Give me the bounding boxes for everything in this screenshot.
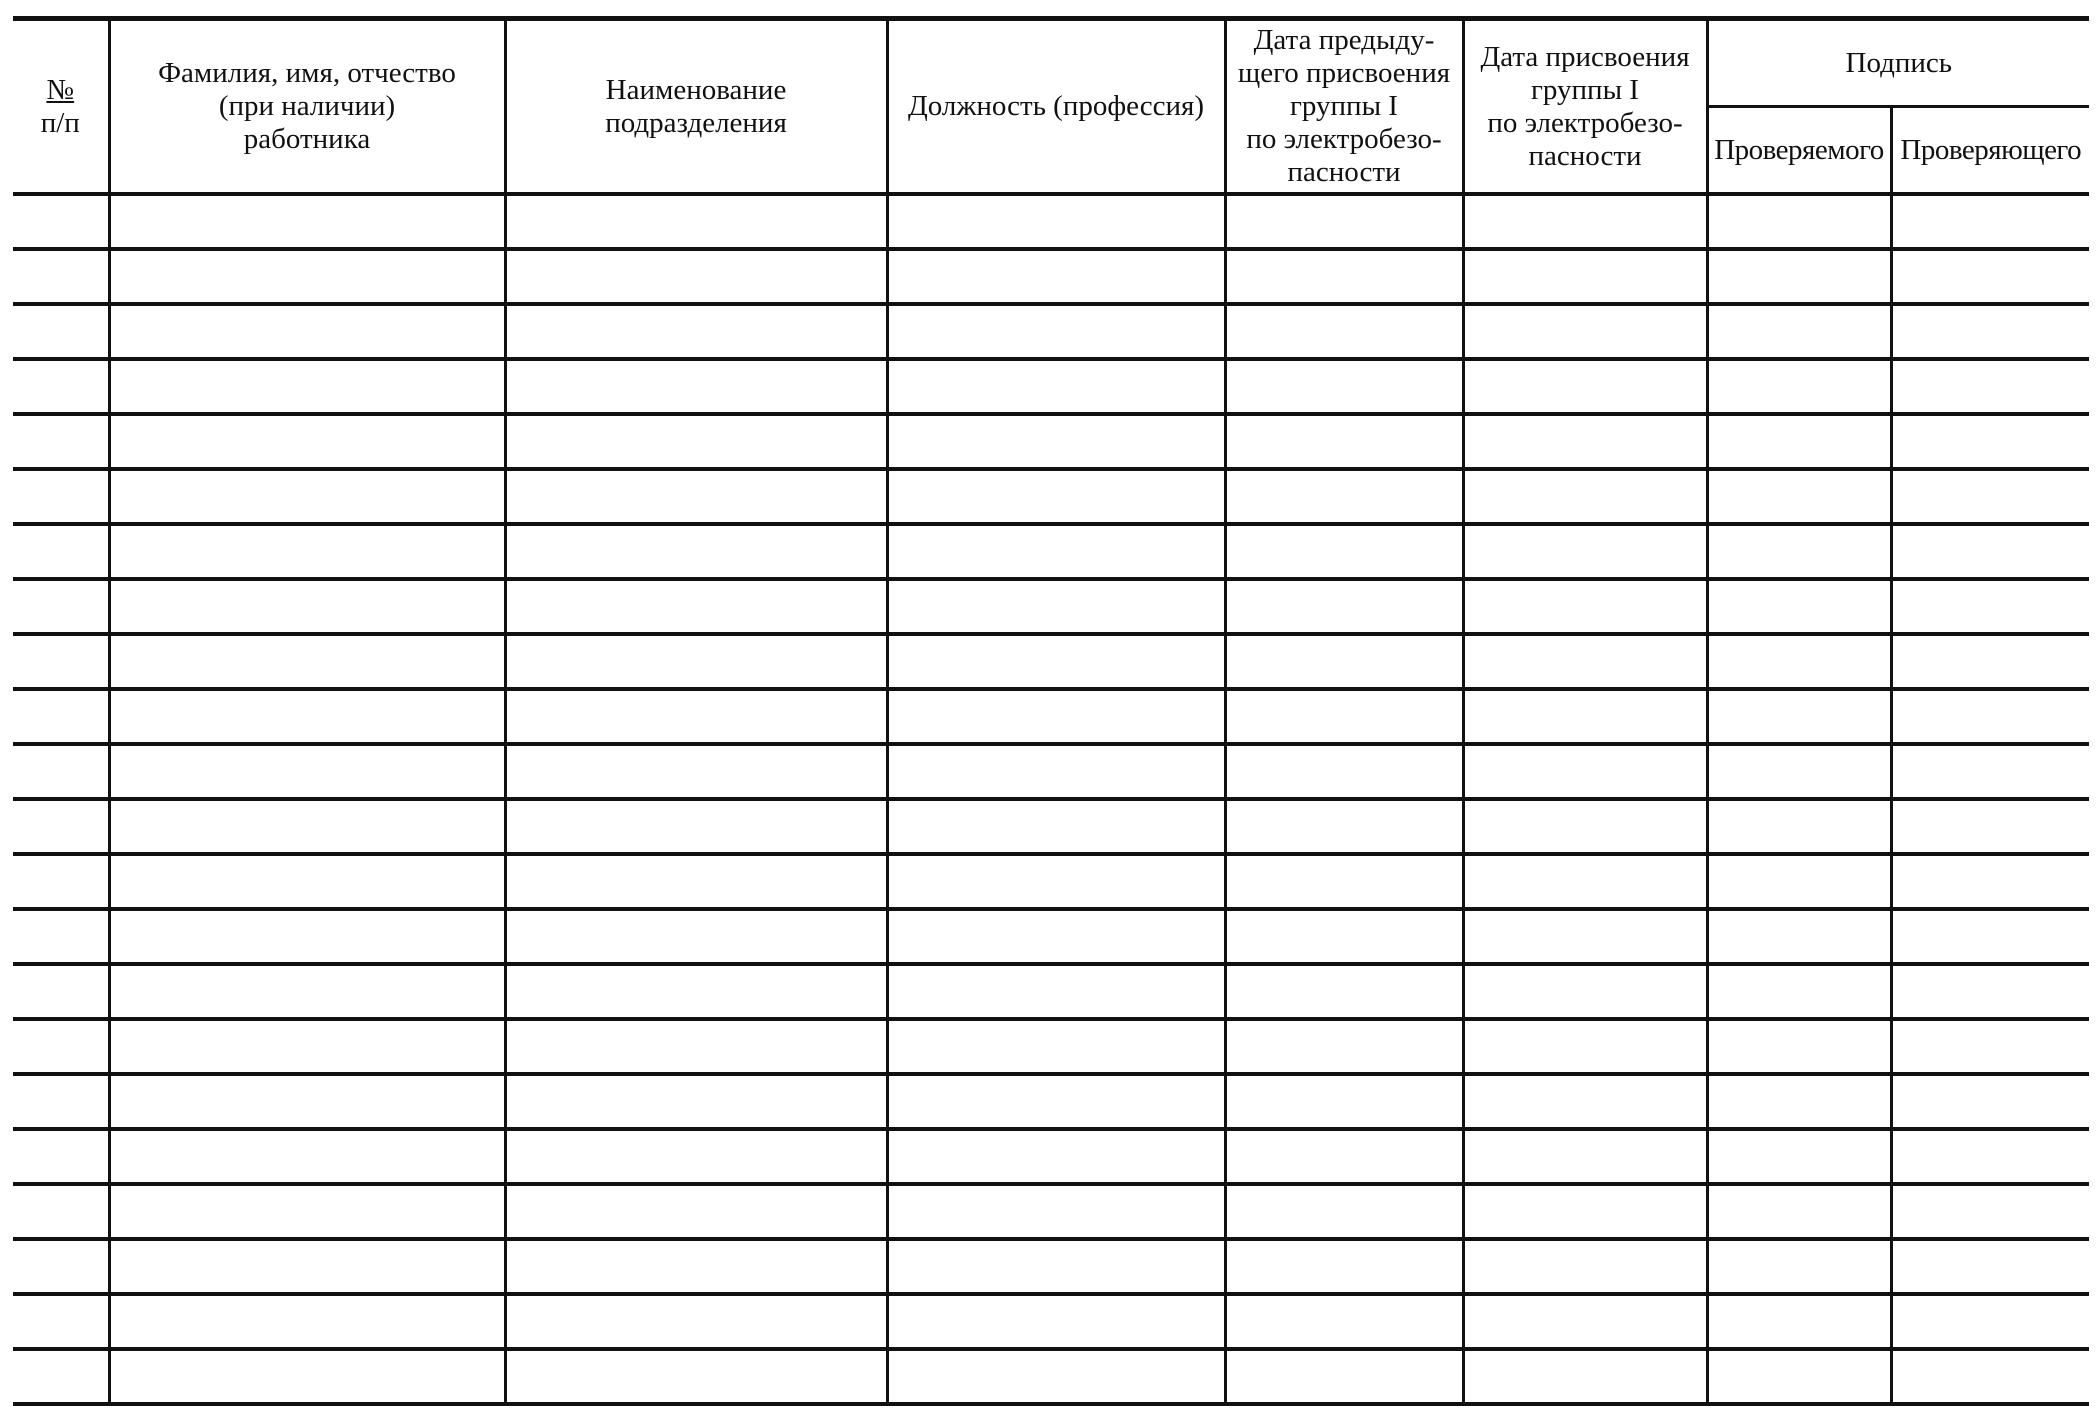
cell-number[interactable]	[13, 799, 109, 854]
column-header-signature	[1707, 19, 2089, 107]
cell-department[interactable]	[505, 579, 887, 634]
cell-department[interactable]	[505, 1349, 887, 1404]
cell-signature-checker[interactable]	[1891, 1239, 2089, 1294]
cell-signature-checked[interactable]	[1707, 1184, 1891, 1239]
cell-assignment-date[interactable]	[1463, 249, 1707, 304]
cell-signature-checked[interactable]	[1707, 359, 1891, 414]
cell-previous-date[interactable]	[1225, 634, 1463, 689]
cell-full-name[interactable]	[109, 909, 505, 964]
cell-department[interactable]	[505, 249, 887, 304]
cell-position[interactable]	[887, 1184, 1225, 1239]
cell-department[interactable]	[505, 524, 887, 579]
cell-full-name[interactable]	[109, 469, 505, 524]
cell-number[interactable]	[13, 579, 109, 634]
cell-position[interactable]	[887, 194, 1225, 249]
cell-signature-checker[interactable]	[1891, 524, 2089, 579]
table-row	[13, 1349, 2089, 1404]
column-header-previous-date	[1225, 19, 1463, 195]
cell-previous-date[interactable]	[1225, 1294, 1463, 1349]
cell-number[interactable]	[13, 1019, 109, 1074]
cell-signature-checked[interactable]	[1707, 194, 1891, 249]
cell-previous-date[interactable]	[1225, 414, 1463, 469]
cell-department[interactable]	[505, 1294, 887, 1349]
table-row	[13, 469, 2089, 524]
cell-previous-date[interactable]	[1225, 359, 1463, 414]
cell-previous-date[interactable]	[1225, 1074, 1463, 1129]
cell-signature-checked[interactable]	[1707, 249, 1891, 304]
cell-department[interactable]	[505, 909, 887, 964]
cell-signature-checker[interactable]	[1891, 194, 2089, 249]
cell-number[interactable]	[13, 304, 109, 359]
cell-number[interactable]	[13, 744, 109, 799]
column-header-number	[13, 19, 109, 195]
cell-signature-checked[interactable]	[1707, 744, 1891, 799]
cell-assignment-date[interactable]	[1463, 1074, 1707, 1129]
cell-assignment-date[interactable]	[1463, 1184, 1707, 1239]
cell-assignment-date[interactable]	[1463, 1019, 1707, 1074]
cell-signature-checker[interactable]	[1891, 964, 2089, 1019]
cell-position[interactable]	[887, 744, 1225, 799]
cell-number[interactable]	[13, 524, 109, 579]
cell-department[interactable]	[505, 359, 887, 414]
table-row	[13, 799, 2089, 854]
column-header-department	[505, 19, 887, 195]
cell-department[interactable]	[505, 689, 887, 744]
table-row	[13, 634, 2089, 689]
header-line: (при наличии)	[218, 90, 396, 122]
cell-signature-checked[interactable]	[1707, 1074, 1891, 1129]
column-header-signature-checker	[1891, 107, 2089, 195]
cell-previous-date[interactable]	[1225, 304, 1463, 359]
cell-assignment-date[interactable]	[1463, 854, 1707, 909]
cell-number[interactable]	[13, 359, 109, 414]
table-row	[13, 854, 2089, 909]
cell-previous-date[interactable]	[1225, 524, 1463, 579]
cell-number[interactable]	[13, 469, 109, 524]
cell-full-name[interactable]	[109, 359, 505, 414]
header-line: Дата предыду-	[1253, 24, 1435, 56]
cell-signature-checker[interactable]	[1891, 579, 2089, 634]
cell-number[interactable]	[13, 1349, 109, 1404]
table-row	[13, 1074, 2089, 1129]
header-line: Подпись	[1845, 46, 1952, 79]
header-line: группы I	[1531, 73, 1639, 106]
header-line: подразделения	[605, 106, 787, 139]
cell-position[interactable]	[887, 1074, 1225, 1129]
cell-signature-checker[interactable]	[1891, 744, 2089, 799]
cell-position[interactable]	[887, 1294, 1225, 1349]
cell-signature-checker[interactable]	[1891, 359, 2089, 414]
cell-signature-checker[interactable]	[1891, 1294, 2089, 1349]
cell-assignment-date[interactable]	[1463, 1349, 1707, 1404]
cell-full-name[interactable]	[109, 1129, 505, 1184]
cell-position[interactable]	[887, 1129, 1225, 1184]
cell-number[interactable]	[13, 414, 109, 469]
column-header-position	[887, 19, 1225, 195]
table-row	[13, 1129, 2089, 1184]
table-row	[13, 1239, 2089, 1294]
header-line: Дата присвоения	[1480, 40, 1690, 73]
cell-previous-date[interactable]	[1225, 1019, 1463, 1074]
cell-assignment-date[interactable]	[1463, 359, 1707, 414]
cell-previous-date[interactable]	[1225, 249, 1463, 304]
cell-department[interactable]	[505, 1239, 887, 1294]
table-row	[13, 414, 2089, 469]
cell-assignment-date[interactable]	[1463, 304, 1707, 359]
cell-signature-checker[interactable]	[1891, 1349, 2089, 1404]
column-header-signature-checked	[1707, 107, 1891, 195]
cell-position[interactable]	[887, 1239, 1225, 1294]
table-row	[13, 249, 2089, 304]
cell-previous-date[interactable]	[1225, 1349, 1463, 1404]
cell-signature-checked[interactable]	[1707, 524, 1891, 579]
cell-position[interactable]	[887, 1019, 1225, 1074]
cell-department[interactable]	[505, 304, 887, 359]
cell-full-name[interactable]	[109, 1239, 505, 1294]
cell-signature-checker[interactable]	[1891, 689, 2089, 744]
cell-assignment-date[interactable]	[1463, 799, 1707, 854]
cell-full-name[interactable]	[109, 304, 505, 359]
cell-signature-checked[interactable]	[1707, 1019, 1891, 1074]
cell-signature-checked[interactable]	[1707, 909, 1891, 964]
table-row	[13, 579, 2089, 634]
cell-department[interactable]	[505, 414, 887, 469]
cell-department[interactable]	[505, 1019, 887, 1074]
cell-signature-checked[interactable]	[1707, 799, 1891, 854]
cell-assignment-date[interactable]	[1463, 524, 1707, 579]
cell-full-name[interactable]	[109, 799, 505, 854]
cell-signature-checker[interactable]	[1891, 1074, 2089, 1129]
cell-assignment-date[interactable]	[1463, 1129, 1707, 1184]
cell-signature-checked[interactable]	[1707, 1129, 1891, 1184]
table-row	[13, 964, 2089, 1019]
cell-previous-date[interactable]	[1225, 194, 1463, 249]
table-row	[13, 304, 2089, 359]
table-row	[13, 359, 2089, 414]
cell-number[interactable]	[13, 1184, 109, 1239]
cell-full-name[interactable]	[109, 249, 505, 304]
cell-position[interactable]	[887, 304, 1225, 359]
cell-department[interactable]	[505, 744, 887, 799]
cell-signature-checked[interactable]	[1707, 469, 1891, 524]
cell-assignment-date[interactable]	[1463, 689, 1707, 744]
cell-previous-date[interactable]	[1225, 1129, 1463, 1184]
cell-number[interactable]	[13, 854, 109, 909]
cell-previous-date[interactable]	[1225, 469, 1463, 524]
cell-previous-date[interactable]	[1225, 964, 1463, 1019]
cell-position[interactable]	[887, 964, 1225, 1019]
cell-signature-checked[interactable]	[1707, 1349, 1891, 1404]
table-row	[13, 689, 2089, 744]
cell-assignment-date[interactable]	[1463, 909, 1707, 964]
cell-previous-date[interactable]	[1225, 909, 1463, 964]
cell-number[interactable]	[13, 909, 109, 964]
table-row	[13, 194, 2089, 249]
cell-signature-checker[interactable]	[1891, 414, 2089, 469]
cell-full-name[interactable]	[109, 414, 505, 469]
cell-full-name[interactable]	[109, 1294, 505, 1349]
header-line: пасности	[1287, 156, 1401, 188]
cell-department[interactable]	[505, 194, 887, 249]
table-body	[13, 194, 2089, 1404]
table-row	[13, 524, 2089, 579]
cell-previous-date[interactable]	[1225, 854, 1463, 909]
cell-position[interactable]	[887, 469, 1225, 524]
header-line: Наименование	[605, 73, 787, 106]
header-line: Проверяющего	[1900, 133, 2082, 166]
cell-department[interactable]	[505, 854, 887, 909]
cell-position[interactable]	[887, 249, 1225, 304]
header-line: группы I	[1290, 90, 1398, 122]
cell-signature-checker[interactable]	[1891, 799, 2089, 854]
header-line: по электробезо-	[1246, 123, 1442, 155]
table-row	[13, 1294, 2089, 1349]
cell-assignment-date[interactable]	[1463, 744, 1707, 799]
cell-signature-checked[interactable]	[1707, 689, 1891, 744]
header-line: пасности	[1528, 139, 1642, 172]
cell-number[interactable]	[13, 249, 109, 304]
cell-previous-date[interactable]	[1225, 689, 1463, 744]
cell-position[interactable]	[887, 909, 1225, 964]
cell-assignment-date[interactable]	[1463, 964, 1707, 1019]
cell-number[interactable]	[13, 194, 109, 249]
table-row	[13, 744, 2089, 799]
cell-signature-checked[interactable]	[1707, 579, 1891, 634]
cell-department[interactable]	[505, 1184, 887, 1239]
cell-position[interactable]	[887, 1349, 1225, 1404]
column-header-full-name	[109, 19, 505, 195]
cell-full-name[interactable]	[109, 579, 505, 634]
cell-signature-checker[interactable]	[1891, 304, 2089, 359]
journal-table	[13, 16, 2089, 1406]
cell-signature-checker[interactable]	[1891, 469, 2089, 524]
table-row	[13, 1184, 2089, 1239]
cell-department[interactable]	[505, 469, 887, 524]
cell-signature-checked[interactable]	[1707, 414, 1891, 469]
cell-position[interactable]	[887, 524, 1225, 579]
cell-department[interactable]	[505, 1074, 887, 1129]
header-line: щего присвоения	[1237, 57, 1451, 89]
cell-full-name[interactable]	[109, 964, 505, 1019]
header-line: Фамилия, имя, отчество	[158, 57, 456, 89]
cell-full-name[interactable]	[109, 744, 505, 799]
cell-signature-checker[interactable]	[1891, 1129, 2089, 1184]
cell-signature-checked[interactable]	[1707, 964, 1891, 1019]
cell-signature-checked[interactable]	[1707, 854, 1891, 909]
cell-position[interactable]	[887, 579, 1225, 634]
cell-number[interactable]	[13, 1129, 109, 1184]
header-line: работника	[243, 123, 371, 155]
cell-full-name[interactable]	[109, 689, 505, 744]
header-line: п/п	[40, 106, 80, 139]
cell-signature-checker[interactable]	[1891, 249, 2089, 304]
cell-position[interactable]	[887, 689, 1225, 744]
cell-previous-date[interactable]	[1225, 1184, 1463, 1239]
header-line: №	[46, 73, 75, 106]
cell-department[interactable]	[505, 964, 887, 1019]
cell-signature-checker[interactable]	[1891, 1184, 2089, 1239]
cell-full-name[interactable]	[109, 1074, 505, 1129]
cell-full-name[interactable]	[109, 1184, 505, 1239]
cell-number[interactable]	[13, 1074, 109, 1129]
cell-full-name[interactable]	[109, 1349, 505, 1404]
cell-position[interactable]	[887, 854, 1225, 909]
cell-assignment-date[interactable]	[1463, 194, 1707, 249]
header-line: Должность (профессия)	[908, 90, 1204, 122]
table-row	[13, 1019, 2089, 1074]
table-row	[13, 909, 2089, 964]
cell-signature-checker[interactable]	[1891, 854, 2089, 909]
cell-signature-checked[interactable]	[1707, 634, 1891, 689]
cell-previous-date[interactable]	[1225, 579, 1463, 634]
cell-signature-checked[interactable]	[1707, 304, 1891, 359]
cell-full-name[interactable]	[109, 854, 505, 909]
cell-number[interactable]	[13, 634, 109, 689]
cell-number[interactable]	[13, 1239, 109, 1294]
column-header-assignment-date	[1463, 19, 1707, 195]
header-line: по электробезо-	[1487, 106, 1683, 139]
cell-position[interactable]	[887, 799, 1225, 854]
cell-signature-checked[interactable]	[1707, 1294, 1891, 1349]
cell-full-name[interactable]	[109, 1019, 505, 1074]
cell-position[interactable]	[887, 359, 1225, 414]
cell-number[interactable]	[13, 1294, 109, 1349]
cell-position[interactable]	[887, 414, 1225, 469]
cell-assignment-date[interactable]	[1463, 414, 1707, 469]
cell-signature-checked[interactable]	[1707, 1239, 1891, 1294]
cell-previous-date[interactable]	[1225, 799, 1463, 854]
cell-number[interactable]	[13, 689, 109, 744]
cell-assignment-date[interactable]	[1463, 1239, 1707, 1294]
cell-assignment-date[interactable]	[1463, 579, 1707, 634]
cell-department[interactable]	[505, 1129, 887, 1184]
cell-assignment-date[interactable]	[1463, 1294, 1707, 1349]
cell-department[interactable]	[505, 634, 887, 689]
cell-department[interactable]	[505, 799, 887, 854]
cell-signature-checker[interactable]	[1891, 909, 2089, 964]
cell-assignment-date[interactable]	[1463, 634, 1707, 689]
cell-full-name[interactable]	[109, 524, 505, 579]
cell-previous-date[interactable]	[1225, 1239, 1463, 1294]
cell-full-name[interactable]	[109, 194, 505, 249]
cell-number[interactable]	[13, 964, 109, 1019]
cell-position[interactable]	[887, 634, 1225, 689]
header-line: Проверяемого	[1714, 133, 1884, 166]
cell-previous-date[interactable]	[1225, 744, 1463, 799]
cell-signature-checker[interactable]	[1891, 634, 2089, 689]
cell-signature-checker[interactable]	[1891, 1019, 2089, 1074]
cell-assignment-date[interactable]	[1463, 469, 1707, 524]
cell-full-name[interactable]	[109, 634, 505, 689]
